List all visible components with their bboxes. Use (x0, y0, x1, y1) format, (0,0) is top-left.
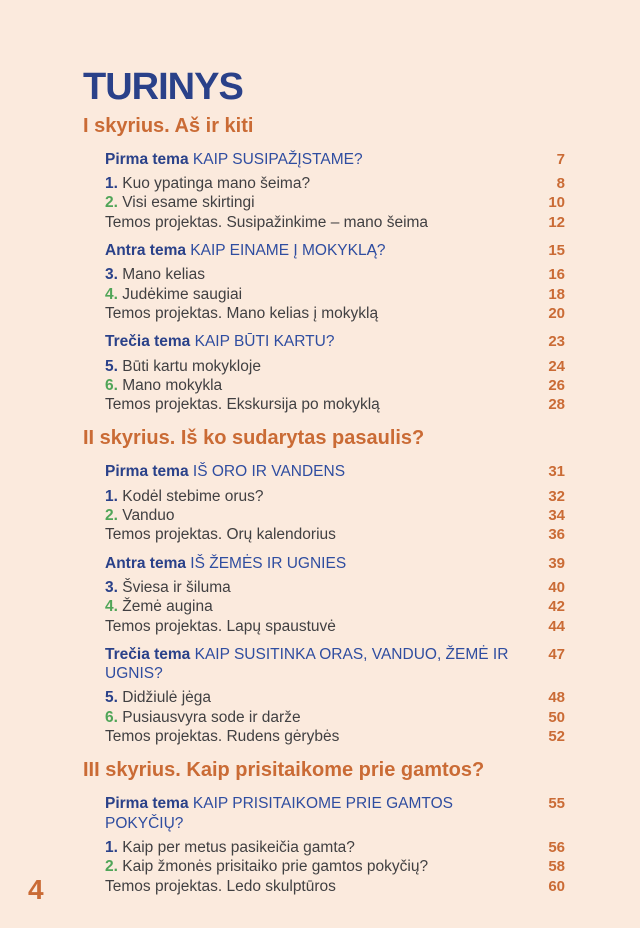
entry-title: Visi esame skirtingi (122, 194, 255, 212)
toc-entry-row (105, 265, 565, 284)
entry-text (105, 213, 527, 232)
theme-page-number: 55 (548, 795, 565, 813)
theme-title-text (105, 645, 527, 684)
theme-title-row (105, 645, 565, 684)
entry-text (105, 877, 527, 896)
toc-entry-row (105, 174, 565, 193)
theme-page-number: 7 (556, 150, 565, 168)
toc-entry-row (105, 525, 565, 544)
entry-text (105, 525, 527, 544)
theme-title-text (105, 794, 527, 833)
entry-title: Kodėl stebime orus? (122, 487, 264, 505)
toc-section (83, 114, 565, 415)
entry-number: 1. (105, 175, 118, 193)
entry-page-number: 8 (556, 175, 565, 193)
entry-title: Šviesa ir šiluma (122, 578, 231, 596)
theme-title-row (105, 794, 565, 833)
page-title: TURINYS (83, 66, 243, 108)
entry-number: 3. (105, 578, 118, 596)
entry-number: 2. (105, 507, 118, 525)
entry-number: 6. (105, 708, 118, 726)
theme-label: Antra tema (105, 554, 186, 572)
entry-number: 1. (105, 487, 118, 505)
entry-title: Temos projektas. Susipažinkime – mano šeima (105, 213, 429, 231)
entry-text (105, 617, 527, 636)
entry-page-number: 20 (548, 304, 565, 322)
toc-entry-row (105, 357, 565, 376)
toc-entry-row (105, 487, 565, 506)
toc-section (83, 758, 565, 895)
entry-page-number: 36 (548, 526, 565, 544)
entry-title: Kaip per metus pasikeičia gamta? (122, 838, 355, 856)
theme-title-row (105, 462, 565, 481)
theme-title: KAIP BŪTI KARTU? (194, 333, 335, 351)
entry-text (105, 174, 527, 193)
theme-list (105, 462, 565, 746)
entry-page-number: 12 (548, 213, 565, 231)
theme-title: KAIP SUSIPAŽĮSTAME? (192, 150, 363, 168)
entry-page-number: 58 (548, 858, 565, 876)
theme-page-number: 23 (548, 333, 565, 351)
entry-number: 2. (105, 194, 118, 212)
entry-page-number: 40 (548, 578, 565, 596)
theme-page-number: 31 (548, 463, 565, 481)
entry-number: 6. (105, 376, 118, 394)
theme-page-number: 15 (548, 242, 565, 260)
section-heading: I skyrius. Aš ir kiti (83, 114, 254, 137)
entry-title: Mano mokykla (122, 376, 223, 394)
theme-title: KAIP EINAME Į MOKYKLĄ? (190, 242, 386, 260)
theme-title-text (105, 462, 527, 481)
toc-entry-row (105, 877, 565, 896)
entry-title: Temos projektas. Rudens gėrybės (105, 728, 340, 746)
entry-text (105, 395, 527, 414)
theme-label: Antra tema (105, 242, 186, 260)
toc-entry-row (105, 285, 565, 304)
toc-entry-row (105, 727, 565, 746)
toc-entry-row (105, 578, 565, 597)
entry-title: Temos projektas. Lapų spaustuvė (105, 617, 336, 635)
entry-text (105, 838, 527, 857)
entry-text (105, 857, 527, 876)
entry-number: 3. (105, 266, 118, 284)
theme-title-text (105, 332, 527, 351)
theme-title-text (105, 554, 527, 573)
toc-entry-row (105, 395, 565, 414)
entry-title: Mano kelias (122, 266, 205, 284)
entry-page-number: 16 (548, 266, 565, 284)
theme-title: KAIP SUSITINKA ORAS, VANDUO, ŽEMĖ IR UGNIS? (105, 645, 509, 683)
entry-text (105, 357, 527, 376)
theme-title: KAIP PRISITAIKOME PRIE GAMTOS POKYČIŲ? (105, 795, 454, 832)
entry-page-number: 52 (548, 728, 565, 746)
theme-block (105, 645, 565, 746)
entry-title: Temos projektas. Ekskursija po mokyklą (105, 396, 380, 414)
entry-text (105, 688, 527, 707)
theme-title-text (105, 241, 527, 260)
entry-title: Kaip žmonės prisitaiko prie gamtos pokyčių? (122, 858, 429, 876)
theme-block (105, 332, 565, 414)
entry-text (105, 727, 527, 746)
entry-title: Vanduo (122, 507, 175, 525)
entry-text (105, 708, 527, 727)
entry-title: Žemė augina (122, 598, 213, 616)
toc-entry-row (105, 688, 565, 707)
toc-entry-row (105, 597, 565, 616)
theme-page-number: 47 (548, 645, 565, 663)
entry-text (105, 578, 527, 597)
toc-entry-row (105, 506, 565, 525)
entry-number: 4. (105, 285, 118, 303)
entry-page-number: 10 (548, 194, 565, 212)
entry-title: Temos projektas. Orų kalendorius (105, 526, 336, 544)
theme-list (105, 794, 565, 895)
theme-title-row (105, 332, 565, 351)
entry-number: 5. (105, 357, 118, 375)
theme-list (105, 150, 565, 415)
entry-page-number: 60 (548, 877, 565, 895)
entry-page-number: 26 (548, 376, 565, 394)
entry-page-number: 34 (548, 507, 565, 525)
entry-number: 1. (105, 838, 118, 856)
entry-page-number: 50 (548, 708, 565, 726)
theme-block (105, 150, 565, 232)
entry-title: Pusiausvyra sode ir darže (122, 708, 301, 726)
entry-text (105, 265, 527, 284)
theme-title: IŠ ORO IR VANDENS (192, 463, 346, 481)
entry-text (105, 285, 527, 304)
entry-title: Temos projektas. Mano kelias į mokyklą (105, 304, 379, 322)
toc-entry-row (105, 708, 565, 727)
theme-block (105, 794, 565, 895)
toc-entry-row (105, 838, 565, 857)
entry-page-number: 56 (548, 838, 565, 856)
entry-text (105, 506, 527, 525)
entry-title: Būti kartu mokykloje (122, 357, 261, 375)
toc-entry-row (105, 193, 565, 212)
entry-page-number: 24 (548, 357, 565, 375)
theme-block (105, 462, 565, 544)
theme-block (105, 241, 565, 323)
toc-entry-row (105, 213, 565, 232)
entry-text (105, 193, 527, 212)
entry-number: 5. (105, 689, 118, 707)
entry-page-number: 18 (548, 285, 565, 303)
theme-label: Trečia tema (105, 333, 191, 351)
entry-title: Didžiulė jėga (122, 689, 211, 707)
entry-page-number: 42 (548, 598, 565, 616)
theme-title-row (105, 241, 565, 260)
theme-label: Pirma tema (105, 795, 189, 813)
theme-title-text (105, 150, 527, 169)
entry-title: Temos projektas. Ledo skulptūros (105, 877, 336, 895)
theme-title-row (105, 554, 565, 573)
theme-label: Pirma tema (105, 150, 189, 168)
toc-entry-row (105, 617, 565, 636)
toc-entry-row (105, 857, 565, 876)
entry-title: Judėkime saugiai (122, 285, 243, 303)
entry-text (105, 597, 527, 616)
toc-sections (83, 114, 565, 896)
entry-number: 2. (105, 858, 118, 876)
toc-entry-row (105, 304, 565, 323)
entry-page-number: 48 (548, 689, 565, 707)
entry-page-number: 44 (548, 617, 565, 635)
entry-text (105, 487, 527, 506)
theme-title: IŠ ŽEMĖS IR UGNIES (190, 554, 347, 572)
entry-page-number: 32 (548, 487, 565, 505)
page-number-footer: 4 (28, 874, 44, 905)
entry-text (105, 304, 527, 323)
theme-label: Pirma tema (105, 463, 189, 481)
toc-section (83, 426, 565, 746)
entry-text (105, 376, 527, 395)
theme-label: Trečia tema (105, 645, 191, 663)
theme-block (105, 554, 565, 636)
entry-number: 4. (105, 598, 118, 616)
theme-page-number: 39 (548, 554, 565, 572)
section-heading: III skyrius. Kaip prisitaikome prie gamtos? (83, 759, 485, 782)
theme-title-row (105, 150, 565, 169)
toc-entry-row (105, 376, 565, 395)
entry-page-number: 28 (548, 396, 565, 414)
entry-title: Kuo ypatinga mano šeima? (122, 175, 311, 193)
section-heading: II skyrius. Iš ko sudarytas pasaulis? (83, 427, 425, 450)
